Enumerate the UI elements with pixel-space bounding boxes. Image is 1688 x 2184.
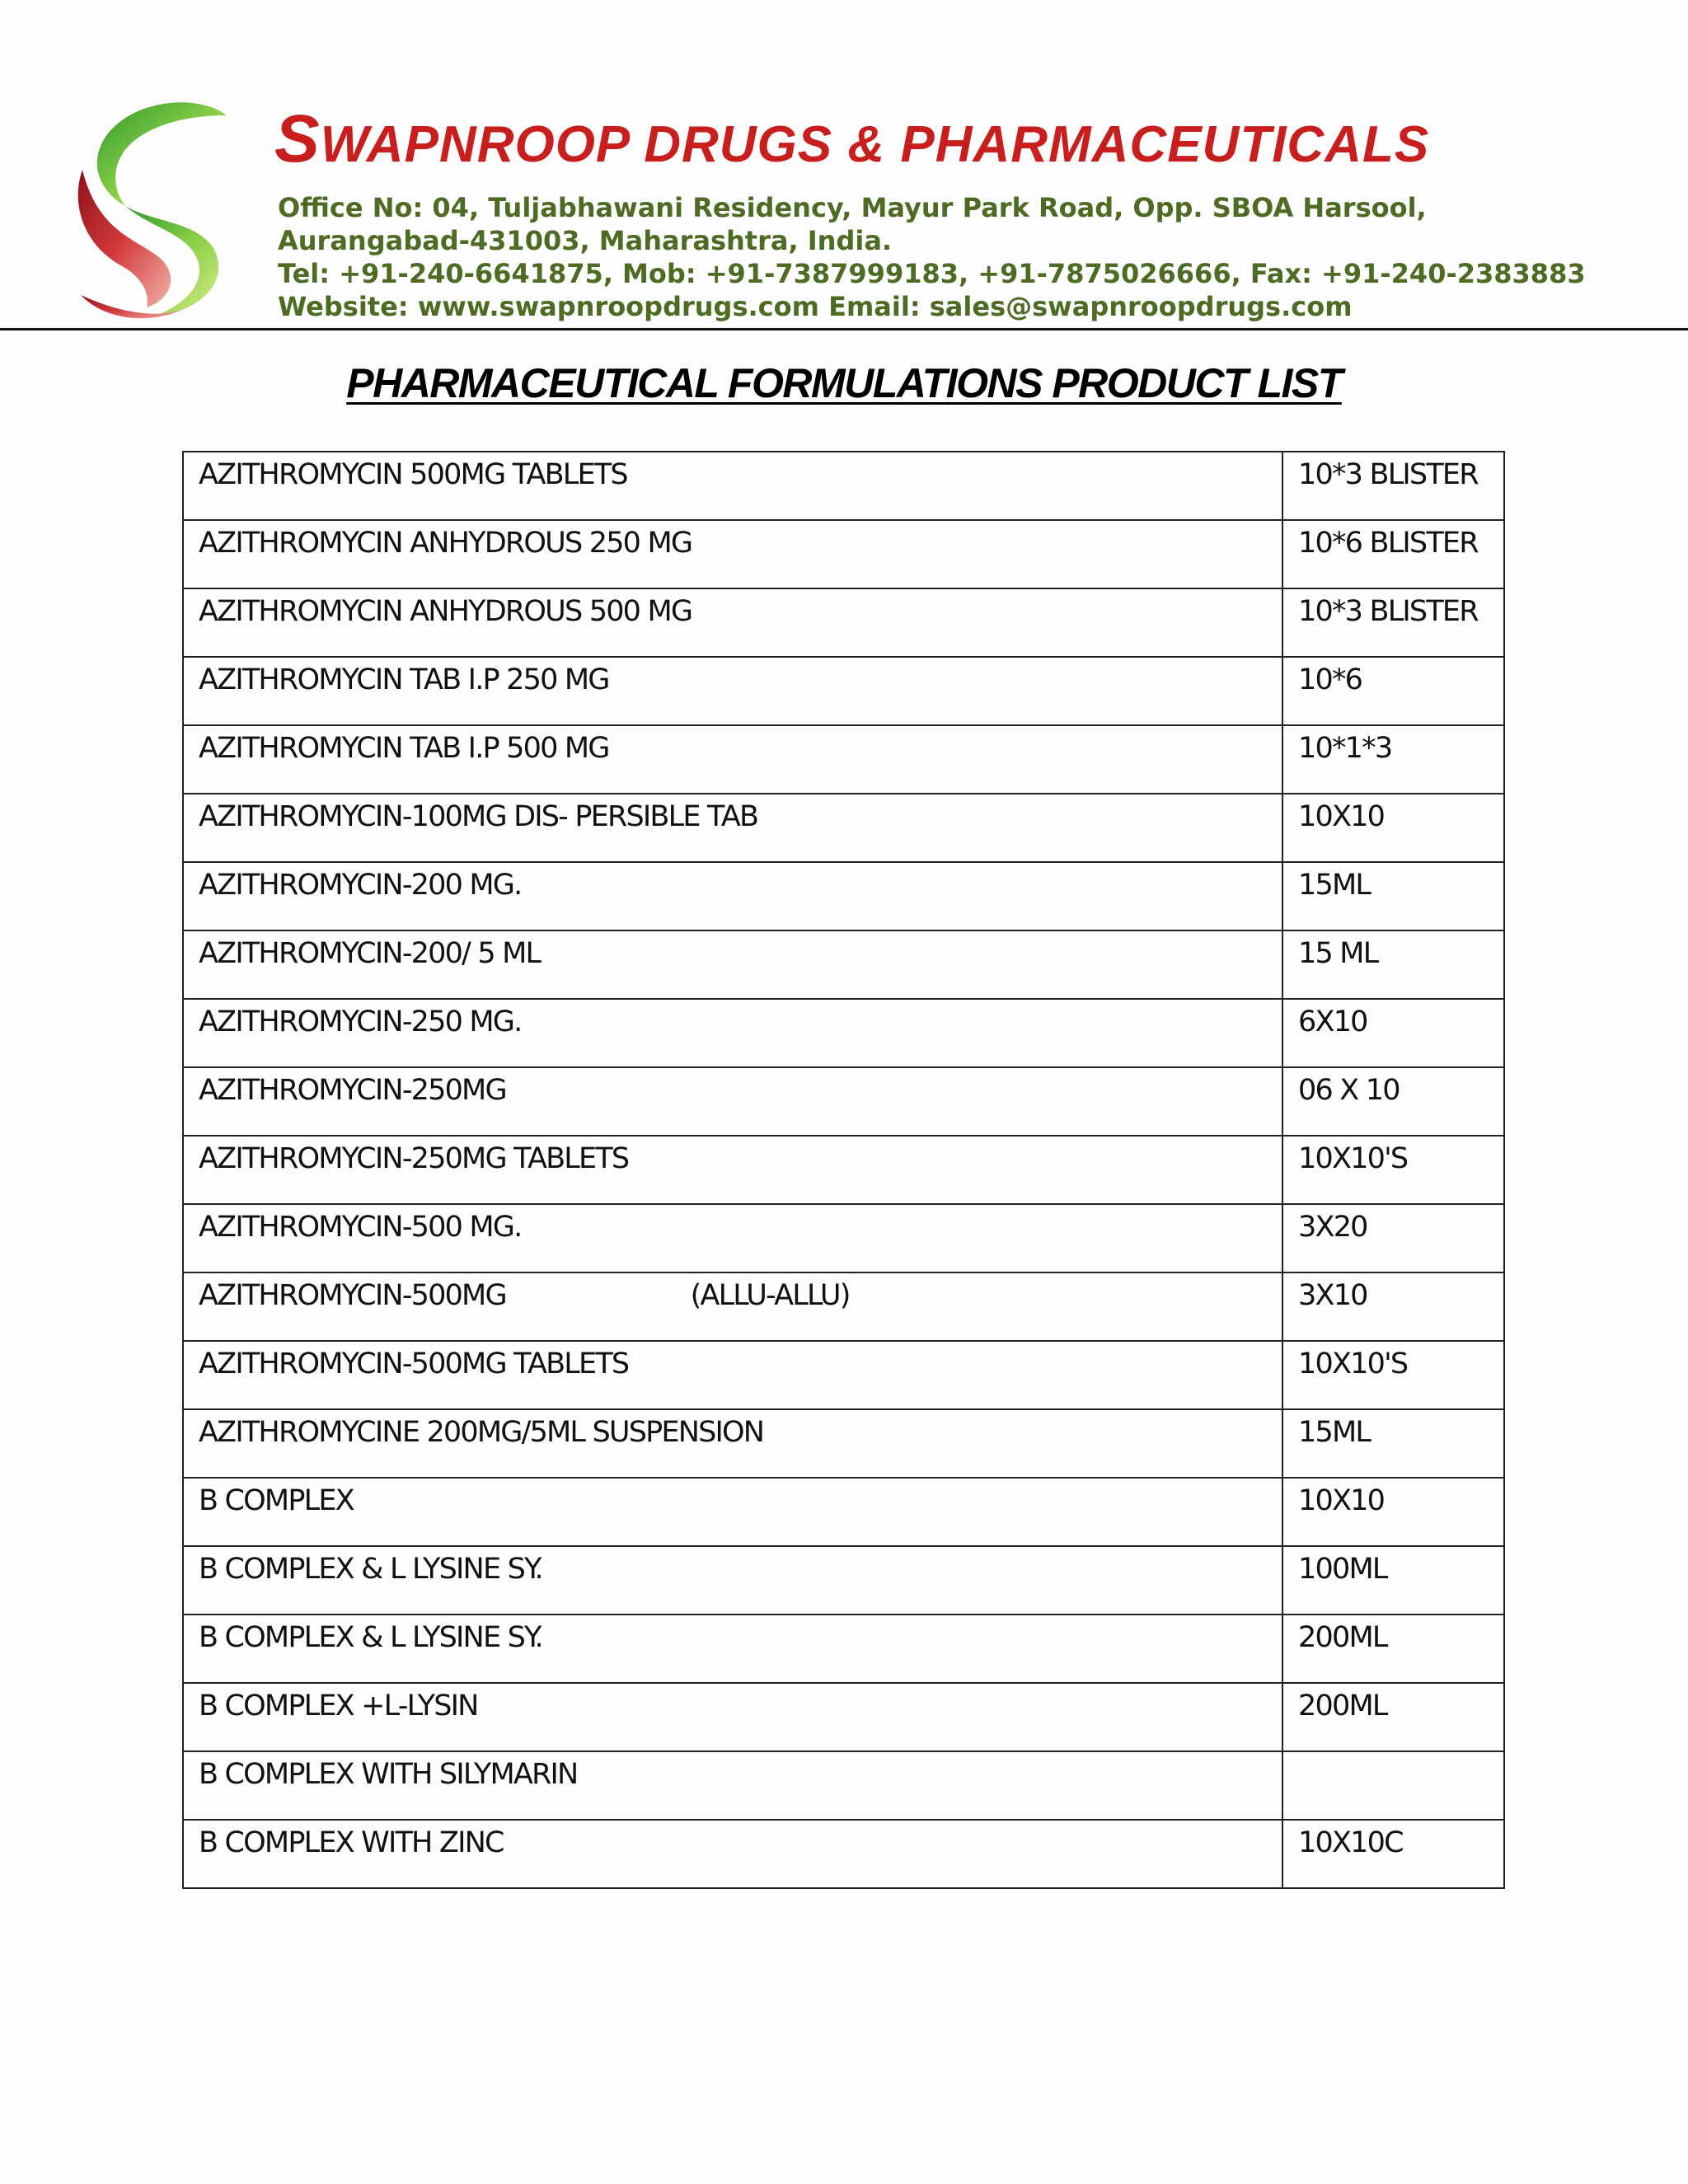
company-name-initial: S: [274, 101, 321, 176]
pack-size-cell: 15ML: [1282, 862, 1504, 930]
pack-size-cell: 6X10: [1282, 999, 1504, 1067]
table-row: [183, 1272, 1504, 1341]
product-name-cell: AZITHROMYCIN ANHYDROUS 500 MG: [183, 588, 1282, 657]
table-row: [183, 452, 1504, 520]
pack-size-cell: 10X10'S: [1282, 1136, 1504, 1204]
table-row: [183, 794, 1504, 862]
pack-size-cell: 15 ML: [1282, 930, 1504, 999]
product-name-cell: B COMPLEX & L LYSINE SY.: [183, 1615, 1282, 1683]
pack-size-cell: 06 X 10: [1282, 1067, 1504, 1136]
product-name-cell: B COMPLEX +L-LYSIN: [183, 1683, 1282, 1751]
table-row: [183, 930, 1504, 999]
company-contact-block: [278, 191, 1586, 323]
company-name: [274, 101, 1430, 176]
product-table: [182, 451, 1505, 1889]
pack-size-cell: 10*1*3: [1282, 725, 1504, 794]
pack-size-cell: 100ML: [1282, 1546, 1504, 1615]
product-name-cell: AZITHROMYCIN-200/ 5 ML: [183, 930, 1282, 999]
table-row: [183, 999, 1504, 1067]
product-name-cell: AZITHROMYCIN-200 MG.: [183, 862, 1282, 930]
product-name-cell: B COMPLEX WITH SILYMARIN: [183, 1751, 1282, 1820]
pack-size-cell: 10X10: [1282, 1478, 1504, 1546]
product-name-cell: AZITHROMYCIN-250MG: [183, 1067, 1282, 1136]
pack-size-cell: 15ML: [1282, 1409, 1504, 1478]
pack-size-cell: 10X10'S: [1282, 1341, 1504, 1409]
table-row: [183, 1409, 1504, 1478]
table-row: [183, 1751, 1504, 1820]
address-line: Aurangabad-431003, Maharashtra, India.: [278, 225, 893, 256]
table-row: [183, 1204, 1504, 1272]
table-row: [183, 1820, 1504, 1888]
pack-size-cell: 10*3 BLISTER: [1282, 588, 1504, 657]
company-logo-icon: [74, 97, 247, 324]
pack-size-cell: 10X10: [1282, 794, 1504, 862]
product-name-cell: AZITHROMYCINE 200MG/5ML SUSPENSION: [183, 1409, 1282, 1478]
pack-size-cell: 10X10C: [1282, 1820, 1504, 1888]
website-email-line: Website: www.swapnroopdrugs.com Email: sales@swapnroopdrugs.com: [278, 291, 1353, 322]
page-title-text: PHARMACEUTICAL FORMULATIONS PRODUCT LIST: [346, 360, 1342, 406]
product-name-cell: AZITHROMYCIN-250MG TABLETS: [183, 1136, 1282, 1204]
company-name-rest: WAPNROOP DRUGS & PHARMACEUTICALS: [320, 116, 1430, 173]
product-name-cell: B COMPLEX WITH ZINC: [183, 1820, 1282, 1888]
address-line: Office No: 04, Tuljabhawani Residency, Mayur Park Road, Opp. SBOA Harsool,: [278, 192, 1427, 223]
header-divider: [0, 328, 1688, 330]
product-name-cell: AZITHROMYCIN-500 MG.: [183, 1204, 1282, 1272]
product-name-cell: B COMPLEX: [183, 1478, 1282, 1546]
pack-size-cell: 3X10: [1282, 1272, 1504, 1341]
product-name-cell: AZITHROMYCIN-250 MG.: [183, 999, 1282, 1067]
table-row: [183, 725, 1504, 794]
table-row: [183, 862, 1504, 930]
contact-numbers-line: Tel: +91-240-6641875, Mob: +91-7387999183, +91-7875026666, Fax: +91-240-2383883: [278, 258, 1586, 289]
table-row: [183, 1615, 1504, 1683]
pack-size-cell: 10*3 BLISTER: [1282, 452, 1504, 520]
table-row: [183, 1136, 1504, 1204]
page-title: [0, 361, 1688, 406]
table-row: [183, 1546, 1504, 1615]
product-name-cell: AZITHROMYCIN-500MG TABLETS: [183, 1341, 1282, 1409]
product-name-cell: B COMPLEX & L LYSINE SY.: [183, 1546, 1282, 1615]
product-name-cell: AZITHROMYCIN 500MG TABLETS: [183, 452, 1282, 520]
pack-size-cell: 10*6: [1282, 657, 1504, 725]
pack-size-cell: 3X20: [1282, 1204, 1504, 1272]
table-row: [183, 1683, 1504, 1751]
table-row: [183, 520, 1504, 588]
product-name-cell: AZITHROMYCIN-100MG DIS- PERSIBLE TAB: [183, 794, 1282, 862]
table-row: [183, 657, 1504, 725]
pack-size-cell: 200ML: [1282, 1683, 1504, 1751]
table-row: [183, 1478, 1504, 1546]
table-row: [183, 588, 1504, 657]
pack-size-cell: [1282, 1751, 1504, 1820]
pack-size-cell: 200ML: [1282, 1615, 1504, 1683]
product-name-cell: AZITHROMYCIN TAB I.P 500 MG: [183, 725, 1282, 794]
product-name-cell: AZITHROMYCIN ANHYDROUS 250 MG: [183, 520, 1282, 588]
table-row: [183, 1341, 1504, 1409]
product-name-cell: AZITHROMYCIN-500MG (ALLU-ALLU): [183, 1272, 1282, 1341]
product-name-cell: AZITHROMYCIN TAB I.P 250 MG: [183, 657, 1282, 725]
pack-size-cell: 10*6 BLISTER: [1282, 520, 1504, 588]
table-row: [183, 1067, 1504, 1136]
